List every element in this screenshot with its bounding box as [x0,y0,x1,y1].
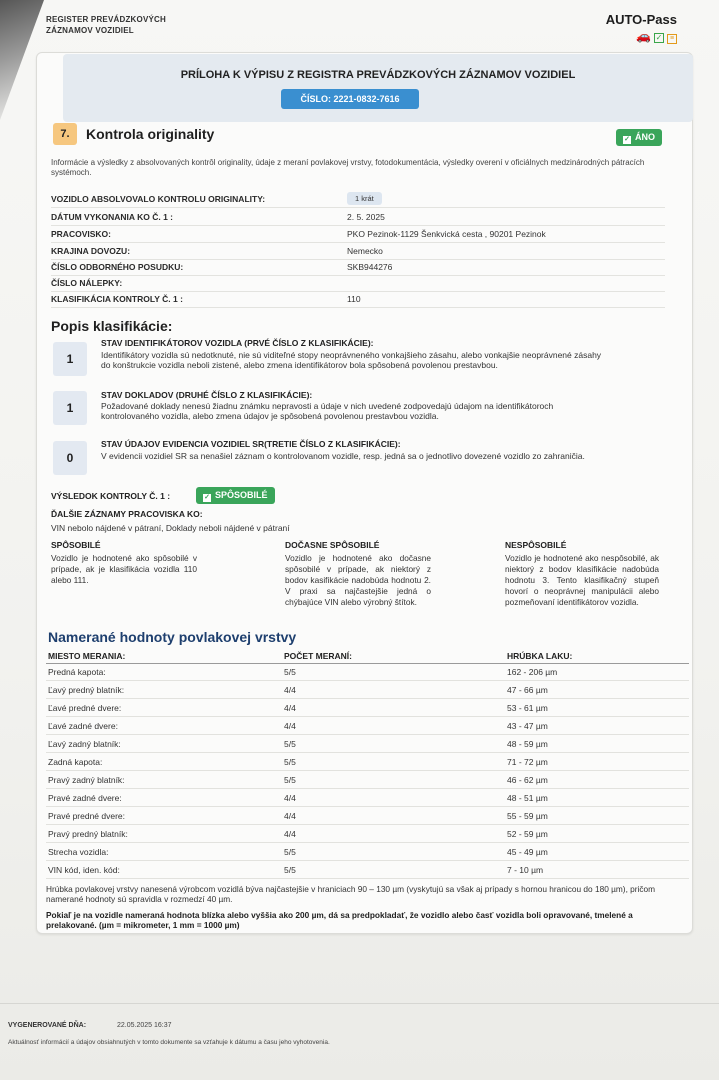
cell-count: 4/4 [284,703,296,713]
detail-label: PRACOVISKO: [51,229,111,239]
detail-label: ČÍSLO NÁLEPKY: [51,278,123,288]
classification-item-title: STAV ÚDAJOV EVIDENCIA VOZIDIEL SR(TRETIE ČÍSLO Z KLASIFIKÁCIE): [101,439,401,449]
classification-item-title: STAV IDENTIFIKÁTOROV VOZIDLA (PRVÉ ČÍSLO Z KLASIFIKÁCIE): [101,338,374,348]
generated-date: 22.05.2025 16:37 [117,1022,172,1029]
classification-digit: 1 [53,342,87,376]
detail-row [51,191,665,208]
legend-text: Vozidlo je hodnotené ako spôsobilé v prípade, ak je klasifikácia vozidla 110 alebo 111. [51,553,197,585]
table-row [46,663,689,681]
table-row [46,861,689,879]
cell-count: 4/4 [284,829,296,839]
cell-count: 4/4 [284,793,296,803]
cell-thickness: 43 - 47 µm [507,721,548,731]
detail-label: KLASIFIKÁCIA KONTROLY Č. 1 : [51,294,183,304]
cell-thickness: 52 - 59 µm [507,829,548,839]
table-row [46,681,689,699]
classification-item-title: STAV DOKLADOV (DRUHÉ ČÍSLO Z KLASIFIKÁCIE): [101,390,313,400]
banner-title: PRÍLOHA K VÝPISU Z REGISTRA PREVÁDZKOVÝCH ZÁZNAMOV VOZIDIEL [180,69,576,81]
detail-row [51,209,665,226]
legend-text: Vozidlo je hodnotené ako nespôsobilé, ak niektorý z bodov klasifikácie nadobúda hodnotu 3. Tento klasifikačný stupeň hovorí o neoprávnej manipulácii alebo pozmeňovaní identifikátorov vozidla. [505,553,659,607]
detail-value: 110 [347,294,361,304]
cell-thickness: 46 - 62 µm [507,775,548,785]
records-label: ĎALŠIE ZÁZNAMY PRACOVISKA KO: [51,509,203,519]
section-number: 7. [53,123,77,145]
cell-location: Ľavé predné dvere: [48,703,122,713]
register-header [46,14,166,36]
detail-label: DÁTUM VYKONANIA KO Č. 1 : [51,212,173,222]
column-header: HRÚBKA LAKU: [507,651,573,661]
cell-thickness: 55 - 59 µm [507,811,548,821]
section-title: Kontrola originality [86,126,215,142]
cell-count: 5/5 [284,775,296,785]
classification-item-text: V evidencii vozidiel SR sa nenašiel záznam o kontrolovanom vozidle, resp. jedná sa o jednotlivo dovezené vozidlo zo zahraničia. [101,451,585,461]
cell-thickness: 48 - 51 µm [507,793,548,803]
brand-icons [606,29,677,44]
classification-digit: 0 [53,441,87,475]
cell-count: 5/5 [284,865,296,875]
cell-thickness: 45 - 49 µm [507,847,548,857]
document-icon: ≡ [667,34,677,44]
report-number: ČÍSLO: 2221-0832-7616 [281,89,419,109]
detail-value: Nemecko [347,246,383,256]
checkbox-icon: ✓ [655,33,663,42]
measurement-note: Hrúbka povlakovej vrstvy nanesená výrobcom vozidlá býva najčastejšie v hraniciach 90 – 130 µm (vyskytujú sa však aj prípady s hornou hranicou do 180 µm), pričom namerané hodnoty sú spravidla v rozmedzí 40 µm. [46,884,656,904]
detail-row [51,243,665,260]
generated-label: VYGENEROVANÉ DŇA: [8,1022,87,1029]
cell-count: 4/4 [284,685,296,695]
table-row [46,717,689,735]
detail-label: KRAJINA DOVOZU: [51,246,131,256]
classification-digit: 1 [53,391,87,425]
register-line-2: ZÁZNAMOV VOZIDIEL [46,26,134,35]
column-header: MIESTO MERANIA: [48,651,126,661]
table-row [46,789,689,807]
cell-thickness: 7 - 10 µm [507,865,544,875]
classification-heading: Popis klasifikácie: [51,318,173,334]
footer-divider [0,1003,719,1004]
check-icon: ✓ [204,494,210,501]
cell-location: Zadná kapota: [48,757,103,767]
cell-thickness: 47 - 66 µm [507,685,548,695]
table-row [46,753,689,771]
detail-value: 2. 5. 2025 [347,212,385,222]
table-row [46,843,689,861]
brand-name: AUTO-Pass [605,12,677,27]
cell-count: 5/5 [284,847,296,857]
cell-location: VIN kód, iden. kód: [48,865,120,875]
legend-title: SPÔSOBILÉ [51,540,101,550]
result-badge-label: SPÔSOBILÉ [215,490,268,500]
cell-location: Pravý zadný blatník: [48,775,125,785]
table-header [46,650,689,664]
cell-location: Ľavý zadný blatník: [48,739,121,749]
register-line-1: REGISTER PREVÁDZKOVÝCH [46,15,166,24]
section-intro: Informácie a výsledky z absolvovaných kontrôl originality, údaje z meraní povlakovej vrstvy, fotodokumentácia, výsledky overení v oficiálnych medzinárodných pátracích systémoch. [51,158,645,177]
title-banner [63,54,693,122]
column-header: POČET MERANÍ: [284,651,352,661]
cell-count: 5/5 [284,739,296,749]
cell-thickness: 48 - 59 µm [507,739,548,749]
cell-location: Pravé zadné dvere: [48,793,122,803]
detail-row [51,291,665,308]
cell-count: 4/4 [284,811,296,821]
car-icon: 🚗 [636,29,651,43]
cell-thickness: 71 - 72 µm [507,757,548,767]
detail-row [51,259,665,276]
table-row [46,735,689,753]
cell-thickness: 162 - 206 µm [507,667,558,677]
table-row [46,699,689,717]
cell-count: 5/5 [284,757,296,767]
table-row [46,825,689,843]
detail-value: SKB944276 [347,262,393,272]
cell-location: Pravé predné dvere: [48,811,126,821]
detail-value-pill: 1 krát [347,192,382,205]
cell-location: Ľavý predný blatník: [48,685,125,695]
cell-location: Strecha vozidla: [48,847,109,857]
footer-note: Aktuálnosť informácií a údajov obsiahnutých v tomto dokumente sa vzťahuje k dátumu a času jeho vyhotovenia. [8,1039,330,1046]
cell-location: Ľavé zadné dvere: [48,721,118,731]
result-label: VÝSLEDOK KONTROLY Č. 1 : [51,491,171,501]
detail-row [51,275,665,292]
status-badge-yes [616,129,662,146]
brand-logo [606,12,677,44]
table-row [46,807,689,825]
legend-text: Vozidlo je hodnotené ako dočasne spôsobilé v prípade, ak niektorý z bodov kasifikácie nadobúda hodnotu 2. V praxi sa najčastejšie jedná o chýbajúce VIN alebo výrobný štítok. [285,553,431,607]
badge-label: ÁNO [635,132,655,142]
cell-location: Pravý predný blatník: [48,829,128,839]
check-icon: ✓ [624,136,630,143]
legend-title: NESPÔSOBILÉ [505,540,567,550]
result-badge [196,487,275,504]
cell-thickness: 53 - 61 µm [507,703,548,713]
table-row [46,771,689,789]
records-text: VIN nebolo nájdené v pátraní, Doklady neboli nájdené v pátraní [51,523,290,533]
detail-label: ČÍSLO ODBORNÉHO POSUDKU: [51,262,184,272]
cell-count: 4/4 [284,721,296,731]
measurement-warning: Pokiaľ je na vozidle nameraná hodnota blízka alebo vyššia ako 200 µm, dá sa predpokladať, že vozidlo alebo časť vozidla boli opravované, tmelené a prelakované. (µm = mikrometer, 1 mm = 1000 µm) [46,910,633,930]
detail-label: VOZIDLO ABSOLVOVALO KONTROLU ORIGINALITY: [51,194,266,204]
measurements-heading: Namerané hodnoty povlakovej vrstvy [48,629,297,645]
detail-row [51,226,665,243]
legend-title: DOČASNE SPÔSOBILÉ [285,540,380,550]
cell-count: 5/5 [284,667,296,677]
cell-location: Predná kapota: [48,667,106,677]
detail-value: PKO Pezinok-1129 Šenkvická cesta , 90201 Pezinok [347,229,546,239]
classification-item-text: Požadované doklady nenesú žiadnu známku nepravosti a údaje v nich uvedené zodpovedajú údajom na identifikátoroch kontrolovaného vozidla, alebo zmena údajov je spôsobená povolenou prestavbou vozidla. [101,401,554,421]
classification-item-text: Identifikátory vozidla sú nedotknuté, nie sú viditeľné stopy neoprávneného vonkajšieho zásahu, alebo vonkajšie neoprávnené zásahy do konštrukcie vozidla neboli zistené, alebo zmena identifikátorov bola spôsobená povolenou prestavbou. [101,350,602,370]
